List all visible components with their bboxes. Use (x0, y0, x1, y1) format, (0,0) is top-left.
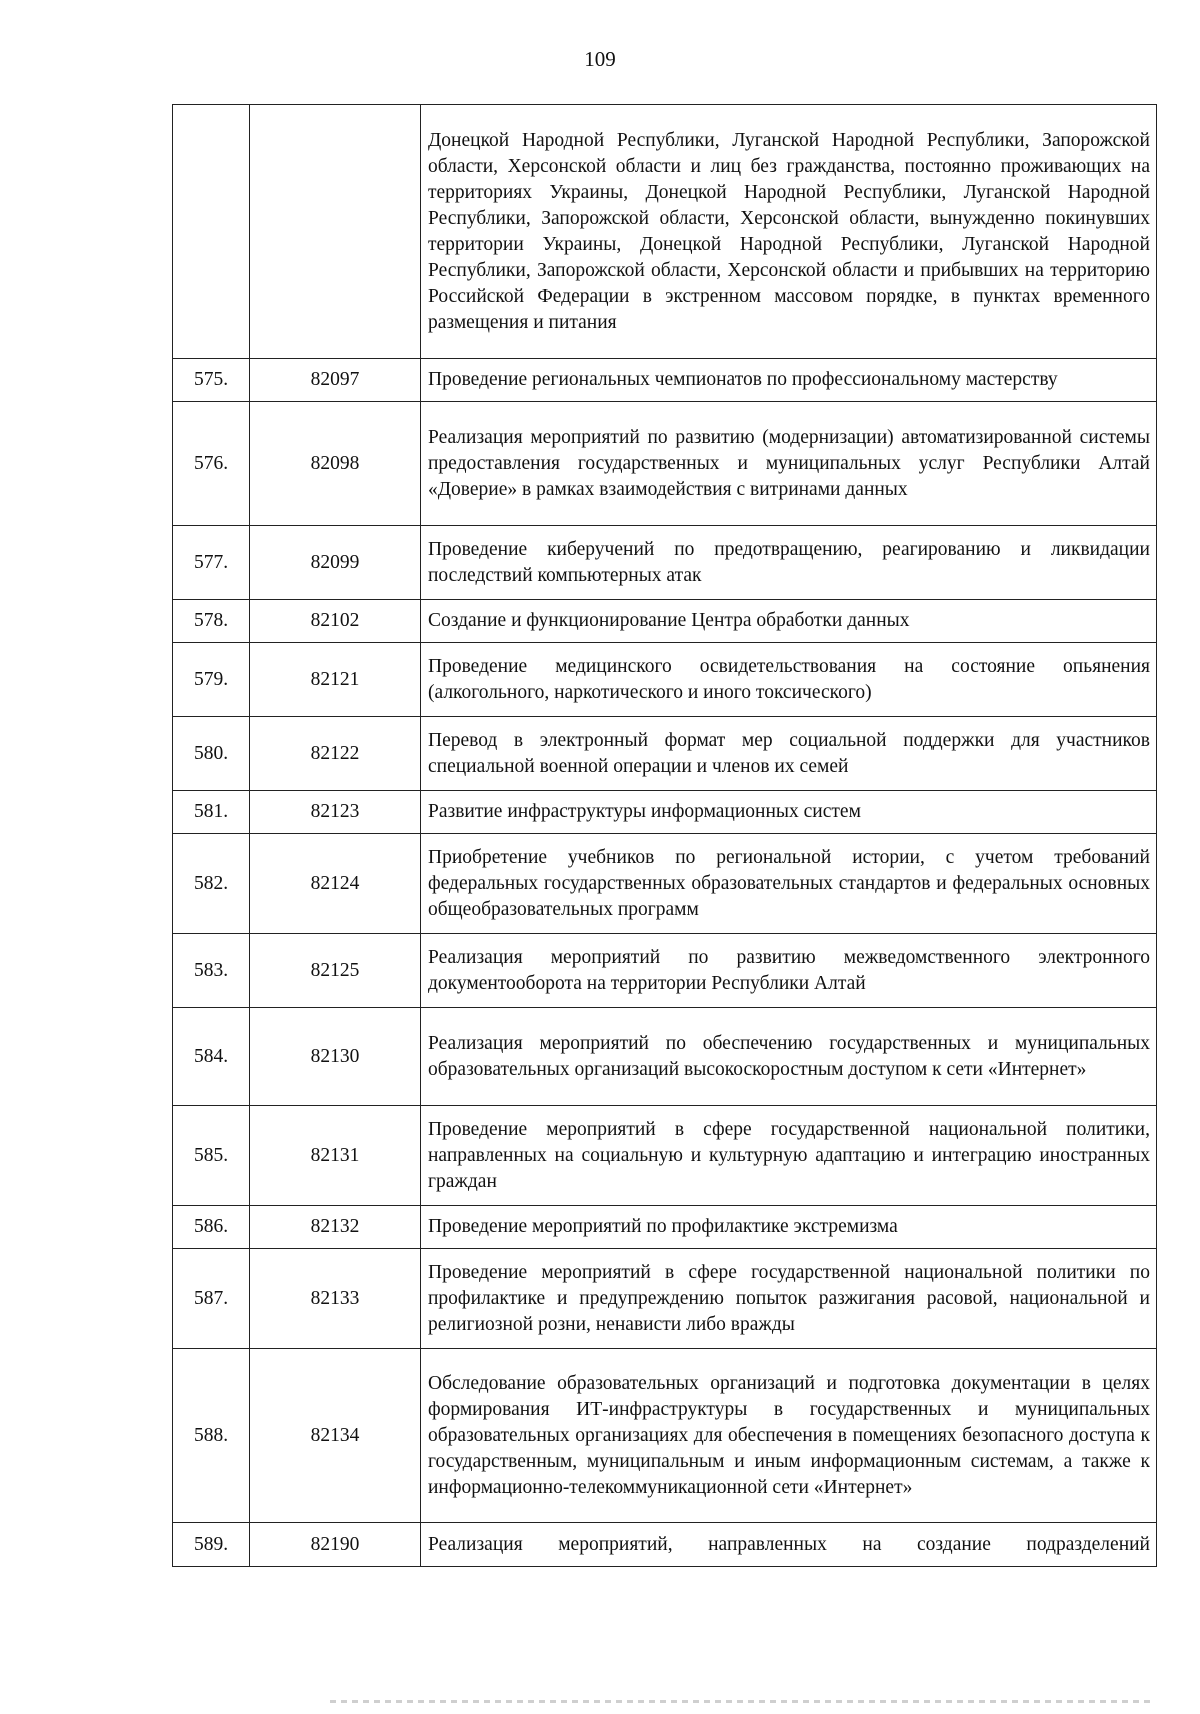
row-code: 82102 (250, 600, 421, 643)
table-row (173, 717, 1157, 791)
table-row (173, 1523, 1157, 1567)
row-number: 586. (173, 1206, 250, 1249)
row-code: 82130 (250, 1008, 421, 1106)
row-code: 82122 (250, 717, 421, 791)
row-description: Проведение киберучений по предотвращению, реагированию и ликвидации последствий компьютерных атак (421, 526, 1157, 600)
table-row (173, 526, 1157, 600)
table-row (173, 105, 1157, 359)
row-code: 82125 (250, 934, 421, 1008)
row-number: 580. (173, 717, 250, 791)
row-code: 82190 (250, 1523, 421, 1567)
row-description: Проведение мероприятий в сфере государственной национальной политики по профилактике и предупреждению попыток разжигания расовой, национальной и религиозной розни, ненависти либо вражды (421, 1249, 1157, 1349)
row-number: 581. (173, 791, 250, 834)
budget-code-table (172, 104, 1157, 1567)
row-number: 585. (173, 1106, 250, 1206)
row-description: Приобретение учебников по региональной истории, с учетом требований федеральных государственных образовательных стандартов и федеральных основных общеобразовательных программ (421, 834, 1157, 934)
row-number: 575. (173, 359, 250, 402)
row-number: 582. (173, 834, 250, 934)
row-number: 576. (173, 402, 250, 526)
row-description: Обследование образовательных организаций и подготовка документации в целях формирования ИТ-инфраструктуры в государственных и муниципальных образовательных организациях для обеспечения в помещениях безопасного доступа к государственным, муниципальным и иным информационным системам, а также к информационно-телекоммуникационной сети «Интернет» (421, 1349, 1157, 1523)
row-description: Проведение региональных чемпионатов по профессиональному мастерству (421, 359, 1157, 402)
table-row (173, 1106, 1157, 1206)
row-code (250, 105, 421, 359)
row-number: 584. (173, 1008, 250, 1106)
row-code: 82132 (250, 1206, 421, 1249)
table-row (173, 1349, 1157, 1523)
row-description: Реализация мероприятий по развитию (модернизации) автоматизированной системы предоставления государственных и муниципальных услуг Республики Алтай «Доверие» в рамках взаимодействия с витринами данных (421, 402, 1157, 526)
row-description: Реализация мероприятий по обеспечению государственных и муниципальных образовательных организаций высокоскоростным доступом к сети «Интернет» (421, 1008, 1157, 1106)
row-code: 82121 (250, 643, 421, 717)
row-number: 578. (173, 600, 250, 643)
row-code: 82097 (250, 359, 421, 402)
row-number (173, 105, 250, 359)
row-code: 82124 (250, 834, 421, 934)
table-row (173, 600, 1157, 643)
row-number: 588. (173, 1349, 250, 1523)
table-row (173, 643, 1157, 717)
table-row (173, 834, 1157, 934)
table-row (173, 1008, 1157, 1106)
table-row (173, 402, 1157, 526)
table-row (173, 1206, 1157, 1249)
row-description: Развитие инфраструктуры информационных систем (421, 791, 1157, 834)
row-number: 587. (173, 1249, 250, 1349)
row-code: 82099 (250, 526, 421, 600)
row-description: Перевод в электронный формат мер социальной поддержки для участников специальной военной операции и членов их семей (421, 717, 1157, 791)
row-number: 583. (173, 934, 250, 1008)
row-description: Реализация мероприятий, направленных на создание подразделений (421, 1523, 1157, 1567)
row-code: 82098 (250, 402, 421, 526)
row-code: 82131 (250, 1106, 421, 1206)
row-code: 82123 (250, 791, 421, 834)
row-description: Создание и функционирование Центра обработки данных (421, 600, 1157, 643)
table-row (173, 1249, 1157, 1349)
row-number: 577. (173, 526, 250, 600)
row-description: Донецкой Народной Республики, Луганской Народной Республики, Запорожской области, Херсонской области и лиц без гражданства, постоянно проживающих на территориях Украины, Донецкой Народной Республики, Луганской Народной Республики, Запорожской области, Херсонской области, вынужденно покинувших территории Украины, Донецкой Народной Республики, Луганской Народной Республики, Запорожской области, Херсонской области и прибывших на территорию Российской Федерации в экстренном массовом порядке, в пунктах временного размещения и питания (421, 105, 1157, 359)
row-code: 82133 (250, 1249, 421, 1349)
row-description: Проведение мероприятий в сфере государственной национальной политики, направленных на социальную и культурную адаптацию и интеграцию иностранных граждан (421, 1106, 1157, 1206)
table-row (173, 934, 1157, 1008)
row-number: 589. (173, 1523, 250, 1567)
scan-artifact-line (330, 1700, 1150, 1703)
row-description: Проведение медицинского освидетельствования на состояние опьянения (алкогольного, наркотического и иного токсического) (421, 643, 1157, 717)
page-number: 109 (584, 47, 616, 71)
row-description: Проведение мероприятий по профилактике экстремизма (421, 1206, 1157, 1249)
table-row (173, 791, 1157, 834)
row-number: 579. (173, 643, 250, 717)
row-description: Реализация мероприятий по развитию межведомственного электронного документооборота на территории Республики Алтай (421, 934, 1157, 1008)
table-row (173, 359, 1157, 402)
row-code: 82134 (250, 1349, 421, 1523)
